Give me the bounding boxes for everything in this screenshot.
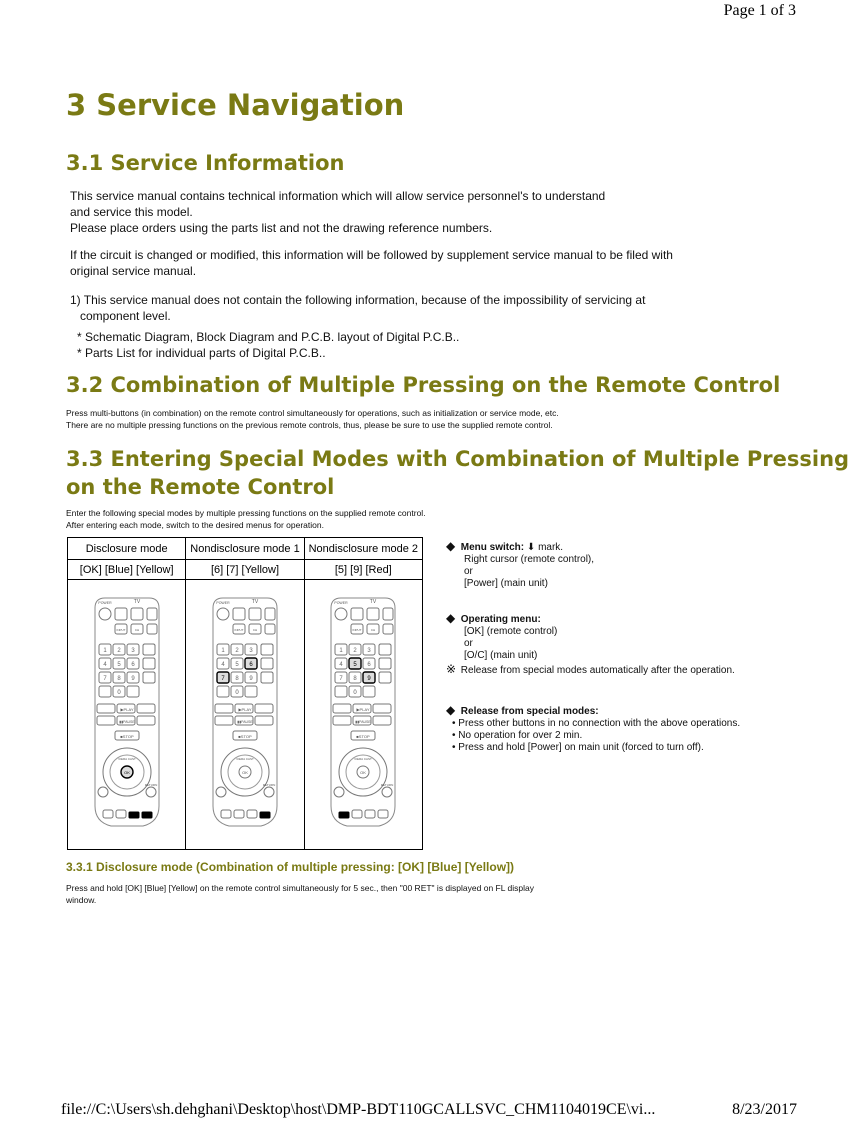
digit-label: 7 — [102, 676, 107, 682]
tv-label: TV — [251, 599, 259, 605]
remote-key — [383, 608, 393, 620]
special-modes-table — [67, 537, 423, 850]
remote-key — [379, 672, 391, 683]
text-line: Press and hold [OK] [Blue] [Yellow] on the remote control simultaneously for 5 sec., then "00 RET" is displayed on FL display — [66, 883, 534, 893]
text-line: and service this model. — [70, 205, 193, 219]
note-text: Right cursor (remote control), — [464, 554, 595, 565]
note-text: [OK] (remote control) — [464, 626, 558, 637]
color-key-red — [339, 812, 349, 818]
list-item: Press and hold [Power] on main unit (forced to turn off). — [458, 742, 704, 753]
digit-label: 4 — [102, 662, 107, 668]
note-text: [Power] (main unit) — [464, 578, 548, 589]
remote-key — [265, 608, 275, 620]
table-header-row — [68, 538, 422, 560]
digit-label: 8 — [353, 676, 357, 682]
remote-key — [99, 686, 111, 697]
note-text: Release from special modes automatically after the operation. — [460, 665, 735, 676]
ok-label: OK — [123, 770, 130, 775]
stop-label: ■STOP — [238, 734, 252, 739]
return-label: RETURN — [144, 783, 157, 787]
digit-label: 6 — [130, 662, 135, 668]
viera-cast-label: VIERA CAST — [354, 757, 373, 761]
transport-key — [373, 716, 391, 725]
bullet-icon: • — [452, 718, 456, 729]
note-text: or — [464, 566, 473, 577]
return-button — [146, 787, 156, 797]
section-3-1-paragraph-1 — [70, 188, 605, 236]
stop-label: ■STOP — [356, 734, 370, 739]
input-label: INPUT — [234, 628, 244, 632]
digit-label: 1 — [102, 648, 107, 654]
text-line: window. — [66, 894, 97, 905]
viera-cast-label: VIERA CAST — [236, 757, 254, 761]
remote-key — [367, 608, 379, 620]
digit-label: 8 — [116, 676, 121, 682]
table-header-cell: Disclosure mode — [68, 538, 186, 559]
text-line: There are no multiple pressing functions on the previous remote controls, thus, please be sure to use the supplied remote control. — [66, 419, 553, 430]
text-line: original service manual. — [70, 264, 197, 278]
remote-key — [335, 686, 347, 697]
digit-label: 3 — [130, 648, 135, 654]
section-3-3-text — [66, 508, 426, 531]
remote-key — [334, 787, 344, 797]
text-line: Enter the following special modes by multiple pressing functions on the supplied remote control. — [66, 508, 426, 518]
text-line: Please place orders using the parts list and not the drawing reference numbers. — [70, 221, 493, 235]
digit-label: 0 — [116, 690, 121, 696]
color-key-blue — [247, 810, 257, 818]
pause-label: ▮▮PAUSE — [355, 720, 372, 724]
table-image-cell — [305, 580, 422, 850]
transport-key — [137, 704, 155, 713]
digit-label: 7 — [339, 676, 343, 682]
list-item: Press other buttons in no connection with the above operations. — [458, 718, 741, 729]
section-3-1-heading: 3.1 Service Information — [66, 151, 345, 175]
viera-cast-label: VIERA CAST — [117, 757, 136, 761]
transport-key — [137, 716, 155, 725]
remote-key — [261, 658, 273, 669]
remote-key — [147, 608, 157, 620]
remote-key — [379, 658, 391, 669]
power-button-icon — [99, 608, 111, 620]
section-3-3-1-heading: 3.3.1 Disclosure mode (Combination of multiple pressing: [OK] [Blue] [Yellow]) — [66, 860, 515, 874]
power-button-icon — [217, 608, 229, 620]
remote-key — [143, 658, 155, 669]
digit-label: 9 — [367, 676, 371, 682]
table-cell: [5] [9] [Red] — [334, 563, 392, 576]
text-line: 1) This service manual does not contain the following information, because of the impossibility of servicing at — [70, 293, 646, 307]
color-key-red — [103, 810, 113, 818]
digit-label: 6 — [367, 662, 371, 668]
digit-label: 2 — [353, 648, 357, 654]
section-3-1-paragraph-2 — [70, 247, 673, 279]
heading-line: 3.3 Entering Special Modes with Combination of Multiple Pressing — [66, 447, 850, 471]
diamond-bullet-icon: ◆ — [446, 703, 456, 717]
table-cell: [6] [7] [Yellow] — [186, 560, 304, 579]
list-item: No operation for over 2 min. — [458, 730, 583, 741]
transport-key — [333, 716, 351, 725]
digit-label: 9 — [249, 676, 253, 682]
table-header-cell: Nondisclosure mode 2 — [308, 542, 419, 555]
transport-key — [255, 716, 273, 725]
power-label: POWER — [334, 601, 348, 605]
remote-key — [131, 608, 143, 620]
color-key-red — [221, 810, 231, 818]
transport-key — [215, 716, 233, 725]
table-image-cell — [68, 580, 186, 850]
remote-key — [379, 644, 391, 655]
digit-label: 3 — [249, 648, 253, 654]
remote-key — [383, 624, 393, 634]
remote-key — [127, 686, 139, 697]
bullet-icon: • — [452, 730, 456, 741]
remote-key — [147, 624, 157, 634]
digit-label: 1 — [221, 648, 225, 654]
remote-key — [143, 672, 155, 683]
color-key-blue — [129, 812, 139, 818]
tv-label: TV — [370, 599, 377, 605]
remote-key — [351, 608, 363, 620]
power-label: POWER — [98, 601, 112, 605]
transport-key — [97, 716, 115, 725]
text-line: If the circuit is changed or modified, this information will be followed by supplement service manual to be filed with — [70, 248, 673, 262]
note-title: Operating menu: — [460, 614, 541, 625]
text-line: component level. — [80, 309, 171, 323]
digit-label: 1 — [339, 648, 343, 654]
asterisk-mark-icon: ※ — [446, 662, 457, 676]
color-key-green — [234, 810, 244, 818]
remote-key — [115, 608, 127, 620]
play-label: ▶PLAY — [356, 707, 370, 712]
input-label: INPUT — [352, 628, 362, 632]
color-key-yellow — [260, 812, 270, 818]
table-image-cell — [186, 580, 304, 850]
note-text: ⬇ mark. — [526, 542, 564, 553]
transport-key — [373, 704, 391, 713]
color-key-yellow — [378, 810, 388, 818]
remote-control-illustration — [323, 594, 403, 844]
bullet-item: * Parts List for individual parts of Digital P.C.B.. — [77, 346, 326, 360]
remote-key — [245, 686, 257, 697]
digit-label: 4 — [339, 662, 343, 668]
input-label: INPUT — [116, 628, 126, 632]
color-key-green — [352, 810, 362, 818]
digit-label: 4 — [221, 662, 225, 668]
remote-key — [216, 787, 226, 797]
page-title: 3 Service Navigation — [66, 88, 405, 122]
color-key-yellow — [142, 812, 152, 818]
return-label: RETURN — [262, 783, 276, 787]
menu-switch-note — [446, 540, 594, 590]
remote-key — [249, 608, 261, 620]
heading-line: on the Remote Control — [66, 475, 335, 499]
play-label: ▶PLAY — [120, 707, 134, 712]
bullet-icon: • — [452, 742, 456, 753]
transport-key — [97, 704, 115, 713]
digit-label: 5 — [235, 662, 239, 668]
footer-date: 8/23/2017 — [732, 1101, 797, 1118]
remote-key — [233, 608, 245, 620]
digit-label: 0 — [235, 690, 239, 696]
return-button — [382, 787, 392, 797]
diamond-bullet-icon: ◆ — [446, 611, 456, 625]
pause-label: ▮▮PAUSE — [118, 720, 135, 724]
release-note — [446, 704, 740, 754]
ch-label: CH — [252, 628, 258, 632]
ch-label: CH — [371, 628, 376, 632]
color-key-blue — [365, 810, 375, 818]
pause-label: ▮▮PAUSE — [237, 720, 253, 724]
remote-key — [261, 672, 273, 683]
tv-label: TV — [133, 599, 140, 605]
power-label: POWER — [216, 601, 230, 605]
digit-label: 2 — [116, 648, 121, 654]
digit-label: 5 — [116, 662, 121, 668]
remote-control-illustration — [205, 594, 285, 844]
operating-menu-note — [446, 612, 735, 677]
table-header-cell: Nondisclosure mode 1 — [186, 538, 304, 559]
stop-label: ■STOP — [120, 734, 134, 739]
note-title: Release from special modes: — [460, 706, 599, 717]
bullet-item: * Schematic Diagram, Block Diagram and P.C.B. layout of Digital P.C.B.. — [77, 330, 460, 344]
remote-key — [98, 787, 108, 797]
digit-label: 7 — [221, 676, 225, 682]
digit-label: 9 — [130, 676, 135, 682]
text-line: This service manual contains technical information which will allow service personnel's to understand — [70, 189, 606, 203]
remote-control-illustration — [87, 594, 167, 844]
ch-label: CH — [134, 628, 139, 632]
text-line: Press multi-buttons (in combination) on the remote control simultaneously for operations, such as initialization or service mode, etc. — [66, 408, 559, 418]
section-3-2-heading: 3.2 Combination of Multiple Pressing on the Remote Control — [66, 373, 781, 397]
digit-label: 0 — [353, 690, 357, 696]
diamond-bullet-icon: ◆ — [446, 539, 456, 553]
footer-file-path: file://C:\Users\sh.dehghani\Desktop\host\DMP-BDT110GCALLSVC_CHM1104019CE\vi... — [61, 1101, 656, 1118]
ok-label: OK — [242, 770, 248, 775]
section-3-3-1-text — [66, 883, 534, 906]
section-3-3-heading — [66, 445, 849, 501]
play-label: ▶PLAY — [238, 707, 252, 712]
section-3-2-text — [66, 408, 559, 431]
digit-label: 2 — [235, 648, 239, 654]
digit-label: 6 — [249, 662, 253, 668]
remote-key — [143, 644, 155, 655]
note-text: or — [464, 638, 473, 649]
power-button-icon — [335, 608, 347, 620]
note-text: [O/C] (main unit) — [464, 650, 538, 661]
note-title: Menu switch: — [460, 542, 525, 553]
ok-label: OK — [360, 770, 367, 775]
transport-key — [255, 704, 273, 713]
transport-key — [215, 704, 233, 713]
return-button — [264, 787, 274, 797]
table-cell: [OK] [Blue] [Yellow] — [68, 560, 186, 579]
digit-label: 8 — [235, 676, 239, 682]
text-line: After entering each mode, switch to the desired menus for operation. — [66, 519, 324, 530]
digit-label: 3 — [367, 648, 371, 654]
table-keys-row — [68, 560, 422, 580]
digit-label: 5 — [353, 662, 357, 668]
remote-key — [363, 686, 375, 697]
transport-key — [333, 704, 351, 713]
color-key-green — [116, 810, 126, 818]
remote-key — [217, 686, 229, 697]
table-image-row — [68, 580, 422, 850]
remote-key — [261, 644, 273, 655]
page-number: Page 1 of 3 — [723, 2, 796, 19]
section-3-1-paragraph-3 — [70, 292, 645, 361]
remote-key — [265, 624, 275, 634]
return-label: RETURN — [381, 783, 394, 787]
